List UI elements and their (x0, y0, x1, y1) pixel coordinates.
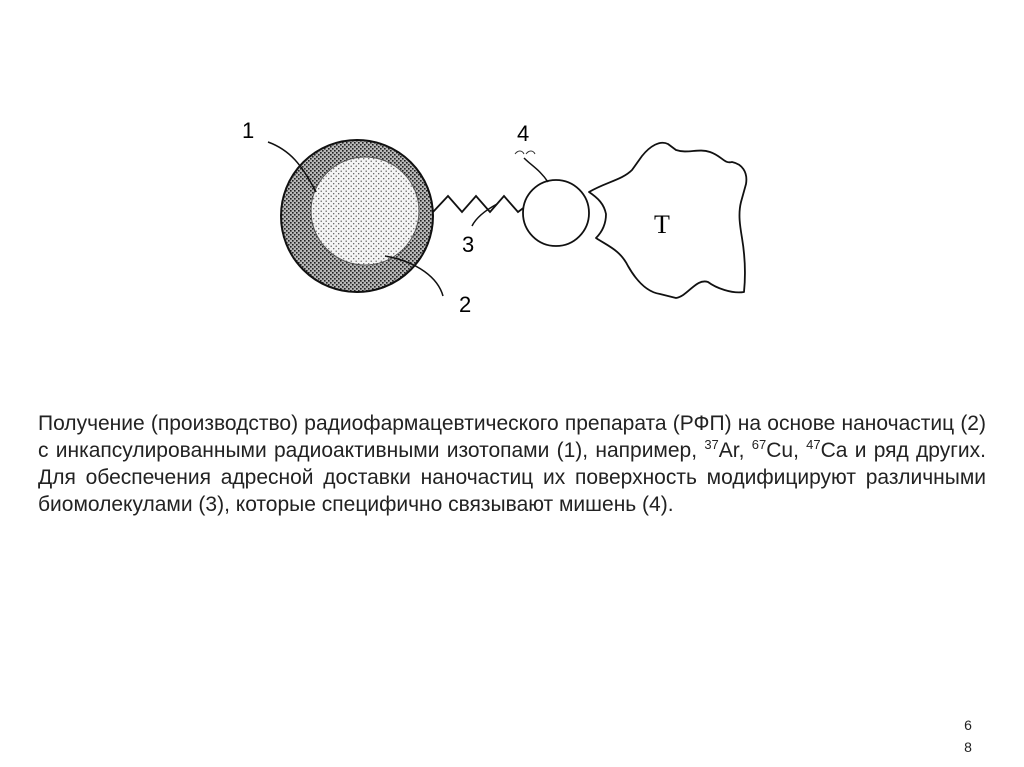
receptor-mark (515, 151, 535, 154)
isotope-mass-ca: 47 (806, 437, 821, 452)
label-receptor: 4 (517, 121, 530, 146)
leader-line-4 (524, 158, 548, 182)
caption-separator: , (738, 439, 752, 462)
label-target-cell: T (654, 210, 670, 239)
isotope-element-ar: Ar (718, 439, 739, 462)
caption-line-3a: например, (595, 439, 705, 462)
caption-line-3b: и ряд других. Для обеспечения адресной доставки (38, 439, 986, 489)
caption-line-4: наночастиц их поверхность модифицируют различными биомолекулами (3), (38, 466, 986, 516)
caption-line-1: Получение (производство) радиофармацевтического препарата (РФП) на (38, 412, 762, 435)
isotope-core (311, 157, 419, 265)
label-linker: 3 (462, 232, 475, 257)
caption-line-2: основе наночастиц (2) с инкапсулированными радиоактивными изотопами (1), (38, 412, 986, 462)
target-receptor (523, 180, 589, 246)
biomolecule-linker (433, 196, 526, 212)
page-number: 68 (964, 717, 972, 755)
isotope-mass-cu: 67 (751, 437, 767, 452)
isotope-mass-ar: 37 (704, 437, 719, 452)
label-shell: 2 (459, 292, 472, 317)
caption-line-5: которые специфично связывают мишень (4). (235, 493, 674, 516)
caption (38, 410, 986, 518)
caption-separator: , (793, 439, 807, 462)
label-isotope-core: 1 (242, 118, 255, 143)
isotope-element-ca: Ca (820, 439, 848, 462)
isotope-element-cu: Cu (766, 439, 794, 462)
